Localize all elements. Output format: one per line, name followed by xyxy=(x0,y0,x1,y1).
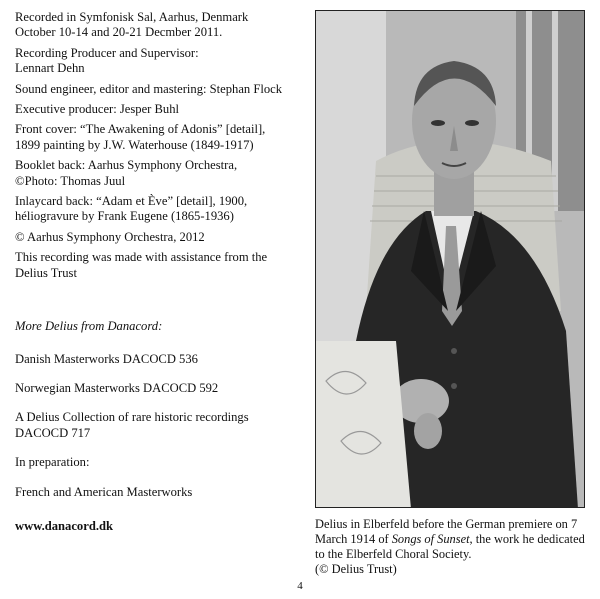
more-item-norwegian: Norwegian Masterworks DACOCD 592 xyxy=(15,380,219,395)
credit-executive-producer: Executive producer: Jesper Buhl xyxy=(15,102,180,117)
credit-booklet-back: Booklet back: Aarhus Symphony Orchestra, ©Photo: Thomas Juul xyxy=(15,158,238,188)
more-item-in-preparation: In preparation: xyxy=(15,455,90,470)
credits-column xyxy=(15,10,305,547)
caption-work-title: Songs of Sunset xyxy=(391,532,470,546)
credit-delius-trust: This recording was made with assistance from the Delius Trust xyxy=(15,250,268,280)
caption-credit: (© Delius Trust) xyxy=(315,562,397,576)
website-link[interactable]: www.danacord.dk xyxy=(15,518,113,533)
credit-producer: Recording Producer and Supervisor: Lennart Dehn xyxy=(15,45,199,76)
credit-copyright: © Aarhus Symphony Orchestra, 2012 xyxy=(15,229,205,244)
more-item-danish: Danish Masterworks DACOCD 536 xyxy=(15,351,198,366)
more-item-historic: A Delius Collection of rare historic recordings DACOCD 717 xyxy=(15,410,249,440)
credit-sound-engineer: Sound engineer, editor and mastering: Stephan Flock xyxy=(15,81,283,96)
portrait-illustration xyxy=(316,11,585,508)
more-delius-heading: More Delius from Danacord: xyxy=(15,319,163,334)
caption-text-after: , the work he dedicated to the Elberfeld Choral Society. xyxy=(315,532,585,561)
credit-recording-venue: Recorded in Symfonisk Sal, Aarhus, Denmark October 10-14 and 20-21 Decmber 2011. xyxy=(15,10,249,40)
credit-front-cover: Front cover: “The Awakening of Adonis” [detail], 1899 painting by J.W. Waterhouse (1849-1917) xyxy=(15,122,266,152)
photo-caption xyxy=(315,517,587,577)
more-item-french-american: French and American Masterworks xyxy=(15,484,193,499)
caption-text-before: Delius in Elberfeld before the German premiere on 7 March 1914 of xyxy=(315,517,578,546)
delius-portrait-photo xyxy=(315,10,585,508)
credit-inlaycard-back: Inlaycard back: “Adam et Ève” [detail], 1900, héliogravure by Frank Eugene (1865-1936) xyxy=(15,194,248,224)
page-number: 4 xyxy=(297,580,303,592)
